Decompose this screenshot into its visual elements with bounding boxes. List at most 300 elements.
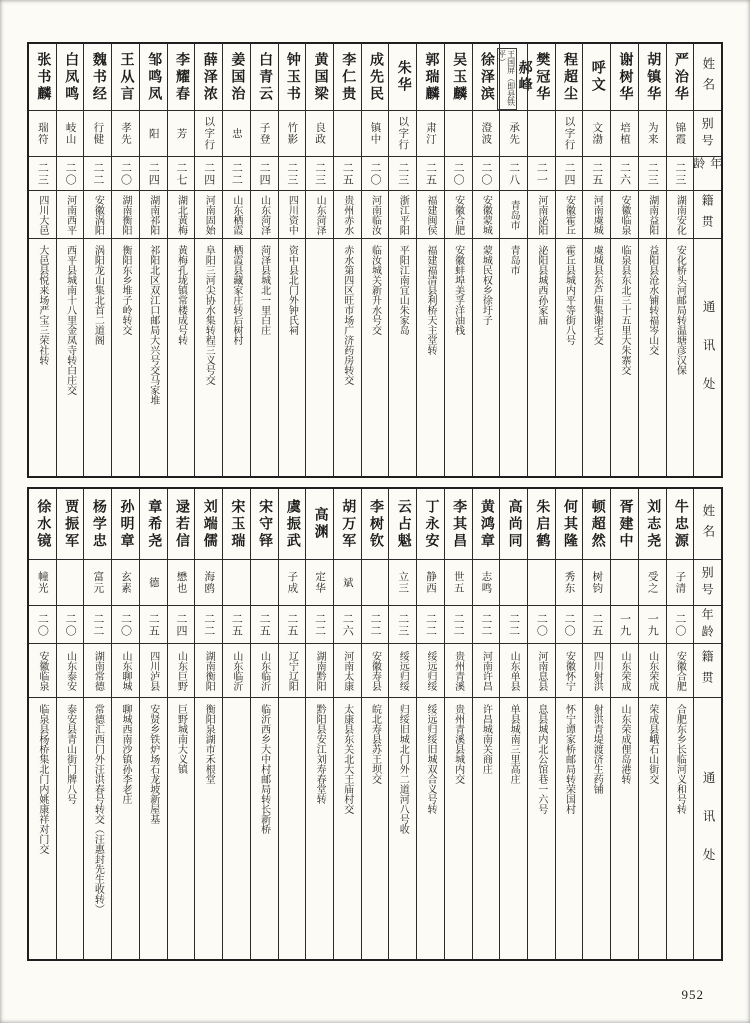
native-cell: 安徽寿县 xyxy=(362,643,389,697)
native-cell: 河南许昌 xyxy=(473,643,500,697)
entry-column xyxy=(333,489,361,959)
name-cell: 杨学忠 xyxy=(90,498,106,550)
native-cell: 安徽临泉 xyxy=(611,190,638,238)
entry-column xyxy=(111,44,139,476)
native-cell: 河南固始 xyxy=(195,190,222,238)
name-cell: 胡万军 xyxy=(340,498,356,550)
address-cell: 安化桥头河邮局转温塘彦汉保 xyxy=(667,238,694,476)
entry-column xyxy=(472,489,500,959)
name-cell: 逯若信 xyxy=(173,498,189,550)
age-cell: 二六 xyxy=(334,605,361,643)
header-name: 姓名 xyxy=(700,503,715,545)
alias-cell: 肃汀 xyxy=(417,110,444,156)
alias-cell: 志鸣 xyxy=(473,559,500,605)
native-cell: 安徽涡阳 xyxy=(84,190,111,238)
entry-column xyxy=(333,44,361,476)
age-cell: 二四 xyxy=(140,156,167,190)
native-cell: 河南泌阳 xyxy=(528,190,555,238)
entry-column xyxy=(139,489,167,959)
entry-column xyxy=(361,489,389,959)
address-cell: 霍丘县城内平等街八号 xyxy=(556,238,583,476)
name-cell: 薛泽浓 xyxy=(201,51,217,103)
entry-column xyxy=(582,489,610,959)
entry-column xyxy=(194,44,222,476)
native-cell: 湖南益阳 xyxy=(639,190,666,238)
header-column xyxy=(693,44,721,476)
age-cell: 二二 xyxy=(445,605,472,643)
entry-column xyxy=(305,44,333,476)
page-number: 952 xyxy=(681,987,704,1002)
age-cell: 二三 xyxy=(639,156,666,190)
alias-cell: 懋也 xyxy=(168,559,195,605)
entry-column xyxy=(222,44,250,476)
alias-cell: 培植 xyxy=(611,110,638,156)
entry-column xyxy=(527,44,555,476)
native-cell: 安徽怀宁 xyxy=(556,643,583,697)
age-cell: 一九 xyxy=(639,605,666,643)
name-cell: 李耀春 xyxy=(173,51,189,103)
name-cell: 宋玉瑞 xyxy=(229,498,245,550)
name-cell: 牛忠源 xyxy=(672,498,688,550)
native-cell: 山东荣成 xyxy=(639,643,666,697)
address-cell: 衡阳泉湖市禾根堂 xyxy=(195,697,222,959)
header-alias: 别号 xyxy=(694,559,721,605)
native-cell: 湖南常德 xyxy=(84,643,111,697)
entry-column xyxy=(444,44,472,476)
alias-cell xyxy=(251,559,278,605)
alias-cell: 立三 xyxy=(389,559,416,605)
address-cell: 临泉县东北三十五里大朱寨交 xyxy=(611,238,638,476)
name-cell: 郭瑞麟 xyxy=(423,51,439,103)
entry-column xyxy=(555,489,583,959)
native-cell: 安徽合肥 xyxy=(667,643,694,697)
name-cell: 章希尧 xyxy=(146,498,162,550)
name-cell: 高渊 xyxy=(312,507,328,541)
alias-cell: 静西 xyxy=(417,559,444,605)
header-age: 年龄 xyxy=(694,605,721,643)
address-cell: 蒙城民权乡徐圩子 xyxy=(473,238,500,476)
native-cell: 河南西平 xyxy=(57,190,84,238)
header-address: 通讯处 xyxy=(694,697,721,959)
entry-column xyxy=(29,489,56,959)
name-cell: 钟玉书 xyxy=(284,51,300,103)
name-cell: 白凤鸣 xyxy=(63,51,79,103)
entry-column xyxy=(167,489,195,959)
entry-column xyxy=(361,44,389,476)
age-cell: 二一 xyxy=(528,156,555,190)
name-cell: 郝峰 王国屏（即县铁平） xyxy=(500,44,527,110)
age-cell: 二〇 xyxy=(667,605,694,643)
native-cell: 四川大邑 xyxy=(29,190,56,238)
entry-column xyxy=(222,489,250,959)
age-cell: 二〇 xyxy=(528,605,555,643)
address-cell: 安徽蚌埠美孚洋油栈 xyxy=(445,238,472,476)
address-cell xyxy=(223,697,250,959)
alias-cell xyxy=(500,559,527,605)
address-cell: 栖霞县藏家庄转后树村 xyxy=(223,238,250,476)
alias-cell xyxy=(57,559,84,605)
alias-cell xyxy=(223,559,250,605)
alias-cell: 阳 xyxy=(140,110,167,156)
native-cell: 河南太康 xyxy=(334,643,361,697)
age-cell: 二三 xyxy=(389,156,416,190)
alias-cell: 子清 xyxy=(667,559,694,605)
entry-column xyxy=(388,44,416,476)
age-cell: 二二 xyxy=(473,605,500,643)
name-cell: 刘端儒 xyxy=(201,498,217,550)
age-cell: 二〇 xyxy=(112,605,139,643)
age-cell: 二三 xyxy=(667,156,694,190)
name-cell: 顿超然 xyxy=(589,498,605,550)
address-cell: 黔阳县安江刘寿春堂转 xyxy=(306,697,333,959)
native-cell: 湖北黄梅 xyxy=(168,190,195,238)
alias-cell: 子成 xyxy=(279,559,306,605)
entry-column xyxy=(416,489,444,959)
alias-cell xyxy=(445,110,472,156)
name-cell: 徐水镜 xyxy=(35,498,51,550)
age-cell: 二五 xyxy=(223,605,250,643)
native-cell: 河南虞城 xyxy=(583,190,610,238)
address-cell: 安贤乡铁炉场石龙坡新屋基 xyxy=(140,697,167,959)
address-cell: 聊城西南沙镇孙李老庄 xyxy=(112,697,139,959)
address-cell: 平阳江南宜山朱家岛 xyxy=(389,238,416,476)
age-cell: 二五 xyxy=(334,156,361,190)
age-cell: 二〇 xyxy=(112,156,139,190)
address-cell: 临泉县杨桥集北门内姚康祥对门交 xyxy=(29,697,56,959)
age-cell: 二五 xyxy=(279,605,306,643)
entry-column xyxy=(582,44,610,476)
alias-cell xyxy=(334,110,361,156)
alias-cell: 秀东 xyxy=(556,559,583,605)
entry-column xyxy=(250,44,278,476)
address-cell: 涡阳龙山集北首二道阁 xyxy=(84,238,111,476)
alias-cell: 树钧 xyxy=(583,559,610,605)
age-cell: 二〇 xyxy=(473,156,500,190)
alias-cell: 锦霞 xyxy=(667,110,694,156)
name-cell: 李树钦 xyxy=(368,498,384,550)
name-cell: 宋守铎 xyxy=(257,498,273,550)
age-cell: 二八 xyxy=(500,156,527,190)
alias-cell: 良政 xyxy=(306,110,333,156)
address-cell: 射洪青堤渡济生药铺 xyxy=(583,697,610,959)
name-cell: 呼文 xyxy=(589,60,605,94)
address-cell: 绥远归绥旧城双合义号转 xyxy=(417,697,444,959)
address-cell: 西平县城南十八里金凤寺转白庄交 xyxy=(57,238,84,476)
age-cell: 二五 xyxy=(583,605,610,643)
directory-table-top xyxy=(27,42,723,478)
native-cell: 山东巨野 xyxy=(168,643,195,697)
native-cell: 湖南黔阳 xyxy=(306,643,333,697)
alias-cell xyxy=(362,559,389,605)
directory-table-bottom xyxy=(27,487,723,961)
name-cell: 魏书经 xyxy=(90,51,106,103)
address-cell: 赤水第四区旺市场广济药房转交 xyxy=(334,238,361,476)
entry-column xyxy=(610,44,638,476)
alias-cell: 德 xyxy=(140,559,167,605)
native-cell: 山东聊城 xyxy=(112,643,139,697)
entry-column xyxy=(250,489,278,959)
address-cell: 单县城南三里高庄 xyxy=(500,697,527,959)
age-cell: 二四 xyxy=(556,156,583,190)
name-cell: 黄鸿章 xyxy=(478,498,494,550)
header-column xyxy=(693,489,721,959)
native-cell: 辽宁辽阳 xyxy=(279,643,306,697)
name-cell: 胥建中 xyxy=(617,498,633,550)
address-cell: 大邑县悦来场严宝三荣社转 xyxy=(29,238,56,476)
address-cell: 归绥旧城北门外二道河八号收 xyxy=(389,697,416,959)
name-cell: 徐泽滨 xyxy=(478,51,494,103)
age-cell: 二二 xyxy=(195,605,222,643)
age-cell: 二〇 xyxy=(556,605,583,643)
alias-cell xyxy=(611,559,638,605)
address-cell: 资中县北门外钟氏祠 xyxy=(279,238,306,476)
name-cell: 王从言 xyxy=(118,51,134,103)
age-cell: 二五 xyxy=(583,156,610,190)
entry-column xyxy=(111,489,139,959)
native-cell: 山东临沂 xyxy=(251,643,278,697)
native-cell: 山东单县 xyxy=(500,643,527,697)
native-cell: 河南息县 xyxy=(528,643,555,697)
entry-column xyxy=(416,44,444,476)
alias-cell xyxy=(528,110,555,156)
name-cell: 谢树华 xyxy=(617,51,633,103)
name-note: 王国屏（即县铁平） xyxy=(497,48,517,110)
name-cell: 朱华 xyxy=(395,60,411,94)
native-cell: 贵州青溪 xyxy=(445,643,472,697)
native-cell: 湖南衡阳 xyxy=(195,643,222,697)
header-age: 年龄 xyxy=(694,156,721,190)
entry-column xyxy=(167,44,195,476)
entry-column xyxy=(666,489,694,959)
header-native: 籍贯 xyxy=(694,643,721,697)
age-cell: 二五 xyxy=(140,605,167,643)
native-cell: 四川泸县 xyxy=(140,643,167,697)
name-cell: 严治华 xyxy=(672,51,688,103)
address-cell: 贵州青溪县城内交 xyxy=(445,697,472,959)
entry-column xyxy=(139,44,167,476)
address-cell: 衡阳东乡堆子岭转交 xyxy=(112,238,139,476)
address-cell: 泌阳县城西孙家庙 xyxy=(528,238,555,476)
entry-column xyxy=(610,489,638,959)
entry-column xyxy=(444,489,472,959)
age-cell: 二四 xyxy=(251,156,278,190)
age-cell: 二六 xyxy=(611,156,638,190)
alias-cell: 澄波 xyxy=(473,110,500,156)
age-cell: 二五 xyxy=(417,156,444,190)
address-cell: 临沂西乡大中村邮局转长新桥 xyxy=(251,697,278,959)
name-cell: 虞振武 xyxy=(284,498,300,550)
age-cell: 二二 xyxy=(362,605,389,643)
name-cell: 樊冠华 xyxy=(534,51,550,103)
native-cell: 安徽蒙城 xyxy=(473,190,500,238)
age-cell: 二〇 xyxy=(29,605,56,643)
alias-cell: 以字行 xyxy=(389,110,416,156)
native-cell: 青岛市 xyxy=(500,190,527,238)
address-cell: 青岛市 xyxy=(500,238,527,476)
age-cell: 二二 xyxy=(84,605,111,643)
native-cell: 安徽霍丘 xyxy=(556,190,583,238)
name-cell: 姜国治 xyxy=(229,51,245,103)
address-cell: 虞城县东芦庙集谢宅交 xyxy=(583,238,610,476)
entry-column xyxy=(278,44,306,476)
native-cell: 湖南安化 xyxy=(667,190,694,238)
address-cell: 临汝城关新升水号交 xyxy=(362,238,389,476)
native-cell: 湖南祁阳 xyxy=(140,190,167,238)
header-name: 姓名 xyxy=(700,56,715,98)
age-cell: 二二 xyxy=(417,605,444,643)
alias-cell: 文渤 xyxy=(583,110,610,156)
native-cell: 河南临汝 xyxy=(362,190,389,238)
age-cell: 二二 xyxy=(306,605,333,643)
native-cell: 浙江平阳 xyxy=(389,190,416,238)
address-cell: 许昌城南关商庄 xyxy=(473,697,500,959)
age-cell: 二二 xyxy=(223,156,250,190)
native-cell: 四川射洪 xyxy=(583,643,610,697)
address-cell: 皖北寿县苏王坝交 xyxy=(362,697,389,959)
entry-column xyxy=(472,44,500,476)
alias-cell: 幢光 xyxy=(29,559,56,605)
entry-column xyxy=(555,44,583,476)
entry-column xyxy=(638,489,666,959)
address-cell: 怀宁谭家桥邮局转荣国村 xyxy=(556,697,583,959)
native-cell: 安徽合肥 xyxy=(445,190,472,238)
entry-column xyxy=(56,44,84,476)
alias-cell: 以字行 xyxy=(195,110,222,156)
address-cell xyxy=(306,238,333,476)
name-cell: 邹鸣凤 xyxy=(146,51,162,103)
age-cell: 二五 xyxy=(251,605,278,643)
alias-cell xyxy=(528,559,555,605)
address-cell: 山东荣成俚岛港转 xyxy=(611,697,638,959)
age-cell: 二〇 xyxy=(57,605,84,643)
age-cell: 二四 xyxy=(168,605,195,643)
age-cell: 二〇 xyxy=(57,156,84,190)
alias-cell: 定华 xyxy=(306,559,333,605)
native-cell: 四川资中 xyxy=(279,190,306,238)
entry-column xyxy=(194,489,222,959)
address-cell: 息县城内北公馆巷一六号 xyxy=(528,697,555,959)
address-cell: 泰安县青山街门牌八号 xyxy=(57,697,84,959)
alias-cell: 行健 xyxy=(84,110,111,156)
native-cell: 山东临沂 xyxy=(223,643,250,697)
address-cell: 菏泽县城北一里白庄 xyxy=(251,238,278,476)
entry-column xyxy=(278,489,306,959)
address-cell: 阜阳三河尖协水集转程三义号交 xyxy=(195,238,222,476)
name-cell: 黄国梁 xyxy=(312,51,328,103)
alias-cell: 富元 xyxy=(84,559,111,605)
name-cell: 胡镇华 xyxy=(645,51,661,103)
alias-cell: 受之 xyxy=(639,559,666,605)
age-cell: 二三 xyxy=(306,156,333,190)
alias-cell: 以字行 xyxy=(556,110,583,156)
name-cell: 贾振军 xyxy=(63,498,79,550)
age-cell: 二七 xyxy=(168,156,195,190)
alias-cell: 孝先 xyxy=(112,110,139,156)
address-cell: 巨野城南大义镇 xyxy=(168,697,195,959)
address-cell: 太康县东关北大王庙村交 xyxy=(334,697,361,959)
header-alias: 别号 xyxy=(694,110,721,156)
alias-cell: 世五 xyxy=(445,559,472,605)
native-cell: 绥远归绥 xyxy=(389,643,416,697)
alias-cell: 承先 xyxy=(500,110,527,156)
age-cell: 一九 xyxy=(611,605,638,643)
name-cell: 何其隆 xyxy=(562,498,578,550)
entry-column xyxy=(56,489,84,959)
native-cell: 福建闽侯 xyxy=(417,190,444,238)
name-cell: 李仁贵 xyxy=(340,51,356,103)
age-cell: 二三 xyxy=(279,156,306,190)
name-cell: 成先民 xyxy=(368,51,384,103)
entry-column xyxy=(666,44,694,476)
name-cell: 孙明章 xyxy=(118,498,134,550)
entry-column xyxy=(499,489,527,959)
alias-cell: 为来 xyxy=(639,110,666,156)
address-cell: 益阳县沧水铺转福岑山交 xyxy=(639,238,666,476)
age-cell: 二二 xyxy=(500,605,527,643)
alias-cell: 玄素 xyxy=(112,559,139,605)
age-cell: 二四 xyxy=(195,156,222,190)
address-cell: 荣成县峨石山街交 xyxy=(639,697,666,959)
alias-cell: 斌 xyxy=(334,559,361,605)
name-cell: 张书麟 xyxy=(35,51,51,103)
native-cell: 湖南衡阳 xyxy=(112,190,139,238)
native-cell: 绥远归绥 xyxy=(417,643,444,697)
alias-cell: 忠 xyxy=(223,110,250,156)
name-cell: 李其昌 xyxy=(451,498,467,550)
native-cell: 安徽临泉 xyxy=(29,643,56,697)
age-cell: 二〇 xyxy=(362,156,389,190)
entry-column xyxy=(83,44,111,476)
alias-cell: 子登 xyxy=(251,110,278,156)
alias-cell: 海鸥 xyxy=(195,559,222,605)
name-cell: 云占魁 xyxy=(395,498,411,550)
name-cell: 白青云 xyxy=(257,51,273,103)
name-cell: 刘志尧 xyxy=(645,498,661,550)
name-cell: 吴玉麟 xyxy=(451,51,467,103)
native-cell: 贵州赤水 xyxy=(334,190,361,238)
alias-cell: 芳 xyxy=(168,110,195,156)
alias-cell: 岐山 xyxy=(57,110,84,156)
age-cell: 二二 xyxy=(84,156,111,190)
alias-cell: 瑞符 xyxy=(29,110,56,156)
header-native: 籍贯 xyxy=(694,190,721,238)
native-cell: 山东荣成 xyxy=(611,643,638,697)
address-cell: 常德汇西门外汪洪春号转交（汪惠封先生收转） xyxy=(84,697,111,959)
name-cell: 丁永安 xyxy=(423,498,439,550)
entry-column xyxy=(305,489,333,959)
entry-column xyxy=(29,44,56,476)
header-address: 通讯处 xyxy=(694,238,721,476)
entry-column xyxy=(83,489,111,959)
entry-column xyxy=(638,44,666,476)
native-cell: 山东菏泽 xyxy=(306,190,333,238)
address-cell: 福建福清县利桥天主堂转 xyxy=(417,238,444,476)
address-cell: 祁阳北区双江口邮局大兴号交马家堆 xyxy=(140,238,167,476)
alias-cell: 镇中 xyxy=(362,110,389,156)
name-cell: 程超尘 xyxy=(562,51,578,103)
name-cell: 高尚同 xyxy=(506,498,522,550)
age-cell: 二三 xyxy=(29,156,56,190)
address-cell: 合肥东乡长临河义和号转 xyxy=(667,697,694,959)
entry-column xyxy=(497,44,532,476)
address-cell: 黄梅孔垅镇常楼成号转 xyxy=(168,238,195,476)
age-cell: 二〇 xyxy=(445,156,472,190)
name-cell: 朱启鹤 xyxy=(534,498,550,550)
age-cell: 二三 xyxy=(389,605,416,643)
alias-cell: 竹影 xyxy=(279,110,306,156)
entry-column xyxy=(527,489,555,959)
address-cell xyxy=(279,697,306,959)
